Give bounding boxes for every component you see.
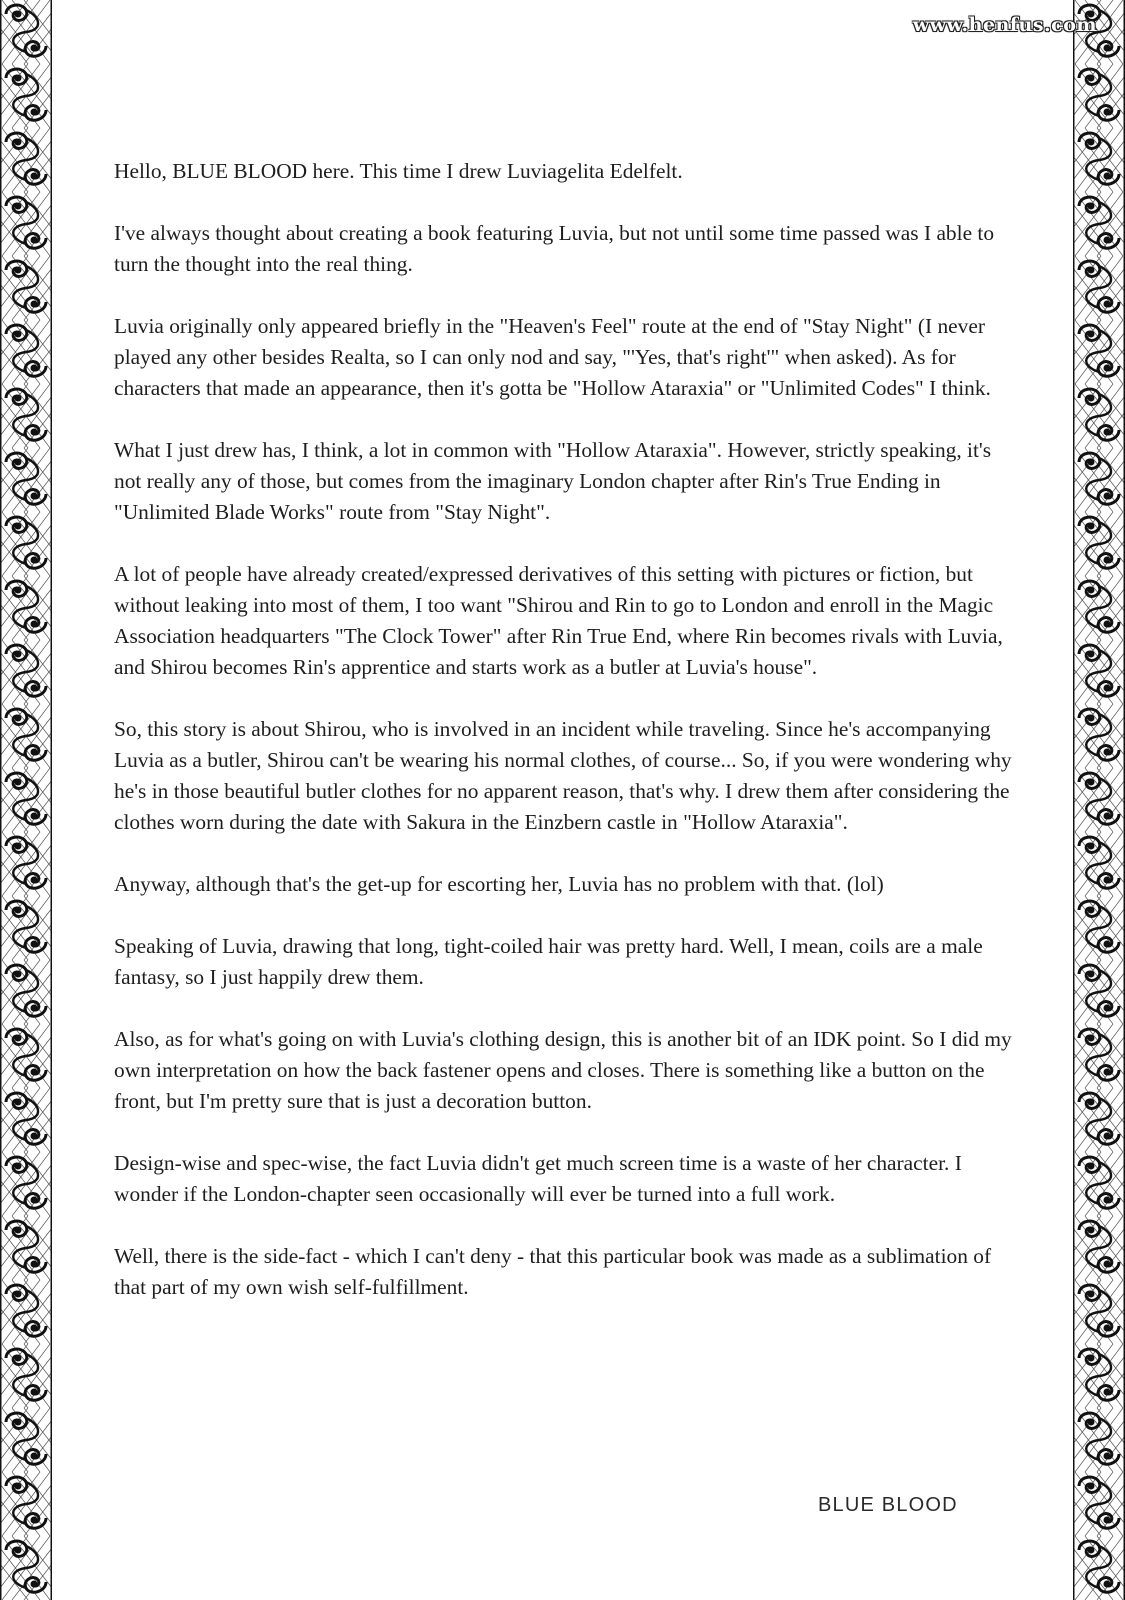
paragraph-7: Anyway, although that's the get-up for escorting her, Luvia has no problem with that. (lol) [114, 872, 884, 896]
paragraph-6: So, this story is about Shirou, who is involved in an incident while traveling. Since he's accompanying Luvia as a butler, Shirou can't be wearing his normal clothes, of course... So, if you were wondering why he's in those beautiful butler clothes for no apparent reason, that's why. I drew them after considering the clothes worn during the date with Sakura in the Einzbern castle in "Hollow Ataraxia". [114, 717, 1012, 834]
site-watermark: www.henfus.com [912, 14, 1097, 36]
left-scroll-pattern [0, 0, 52, 1600]
paragraph-9: Also, as for what's going on with Luvia's clothing design, this is another bit of an IDK point. So I did my own interpretation on how the back fastener opens and closes. There is something like a button on the front, but I'm pretty sure that is just a decoration button. [114, 1027, 1012, 1113]
right-scroll-pattern [1073, 0, 1125, 1600]
left-ornamental-border [0, 0, 52, 1600]
paragraph-8: Speaking of Luvia, drawing that long, tight-coiled hair was pretty hard. Well, I mean, coils are a male fantasy, so I just happily drew them. [114, 934, 983, 989]
right-ornamental-border [1073, 0, 1125, 1600]
afterword-text [114, 156, 1014, 1334]
paragraph-1: Hello, BLUE BLOOD here. This time I drew Luviagelita Edelfelt. [114, 159, 683, 183]
paragraph-11: Well, there is the side-fact - which I can't deny - that this particular book was made as a sublimation of that part of my own wish self-fulfillment. [114, 1244, 992, 1299]
paragraph-10: Design-wise and spec-wise, the fact Luvia didn't get much screen time is a waste of her character. I wonder if the London-chapter seen occasionally will ever be turned into a full work. [114, 1151, 962, 1206]
paragraph-5: A lot of people have already created/expressed derivatives of this setting with pictures or fiction, but without leaking into most of them, I too want "Shirou and Rin to go to London and enroll in the Magic Association headquarters "The Clock Tower" after Rin True End, where Rin becomes rivals with Luvia, and Shirou becomes Rin's apprentice and starts work as a butler at Luvia's house". [114, 562, 1003, 679]
paragraph-4: What I just drew has, I think, a lot in common with "Hollow Ataraxia". However, strictly speaking, it's not really any of those, but comes from the imaginary London chapter after Rin's True Ending in "Unlimited Blade Works" route from "Stay Night". [114, 438, 992, 524]
paragraph-2: I've always thought about creating a book featuring Luvia, but not until some time passed was I able to turn the thought into the real thing. [114, 221, 995, 276]
paragraph-3: Luvia originally only appeared briefly in the "Heaven's Feel" route at the end of "Stay Night" (I never played any other besides Realta, so I can only nod and say, "'Yes, that's right'" when asked). As for characters that made an appearance, then it's gotta be "Hollow Ataraxia" or "Unlimited Codes" I think. [114, 314, 991, 400]
author-signature: BLUE BLOOD [818, 1494, 958, 1516]
